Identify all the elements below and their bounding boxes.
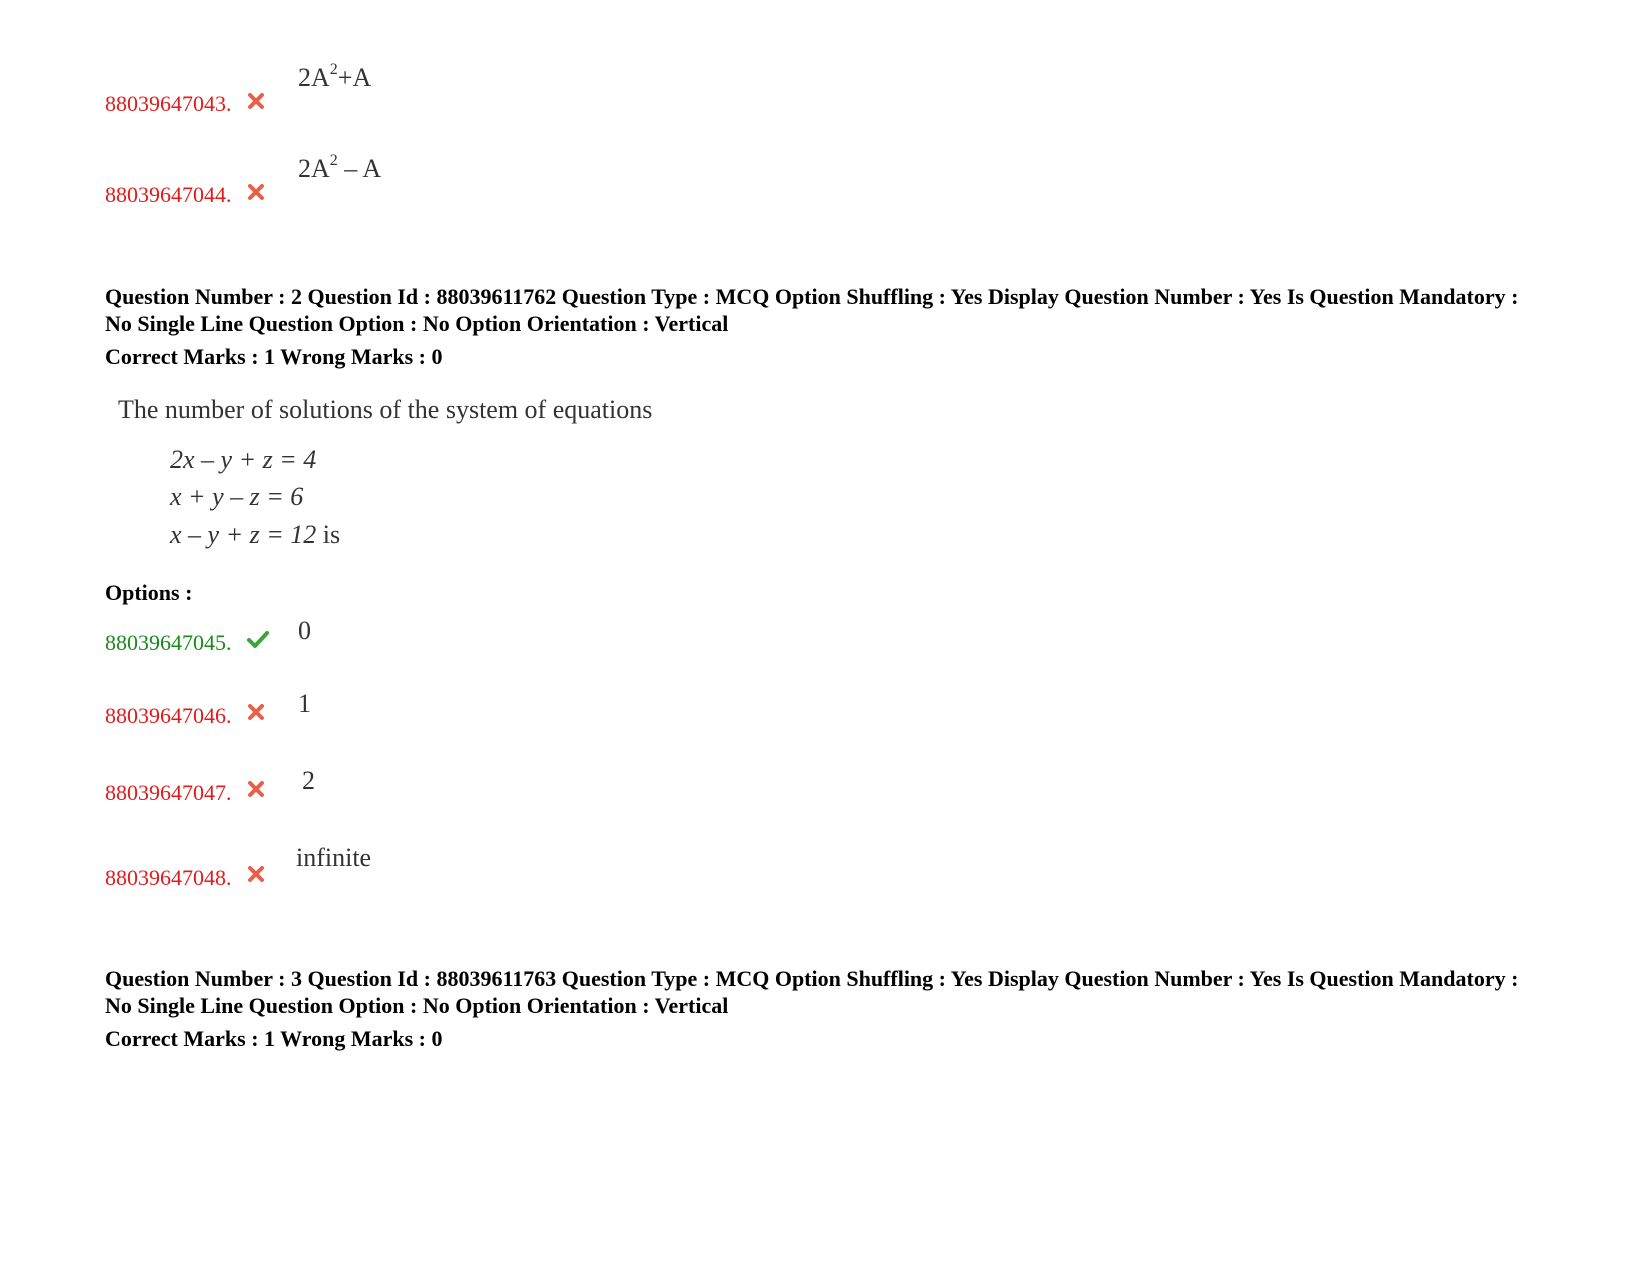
option-id: 88039647047. <box>105 780 232 805</box>
question-marks: Correct Marks : 1 Wrong Marks : 0 <box>105 1026 443 1051</box>
question-marks: Correct Marks : 1 Wrong Marks : 0 <box>105 344 443 369</box>
check-icon <box>247 630 269 648</box>
option-id: 88039647043. <box>105 91 232 116</box>
question-text: The number of solutions of the system of equations <box>118 395 653 424</box>
cross-icon <box>247 865 265 883</box>
equation: 2x – y + z = 4 <box>170 445 317 474</box>
equation: x – y + z = 12 is <box>170 520 341 549</box>
option-expression: $2A^2+A$ <box>298 61 372 92</box>
option-value: 2 <box>302 766 315 795</box>
cross-icon <box>247 183 265 201</box>
options-label: Options : <box>105 580 193 605</box>
question-meta: Question Number : 3 Question Id : 88039611763 Question Type : MCQ Option Shuffling : Yes Display Question Number : Yes Is Question Mandatory : No Single Line Question Option : No Option Orientation : Vertical <box>105 966 1519 1018</box>
option-id: 88039647046. <box>105 703 232 728</box>
option-value: infinite <box>296 843 372 872</box>
cross-icon <box>247 703 265 721</box>
equation: x + y – z = 6 <box>170 482 304 511</box>
option-value: 1 <box>298 689 311 718</box>
option-id: 88039647045. <box>105 630 232 655</box>
option-value: 0 <box>298 616 311 645</box>
option-id: 88039647044. <box>105 182 232 207</box>
cross-icon <box>247 780 265 798</box>
option-id: 88039647048. <box>105 865 232 890</box>
option-expression: $2A^2$ – A <box>298 152 382 183</box>
cross-icon <box>247 92 265 110</box>
question-meta: Question Number : 2 Question Id : 88039611762 Question Type : MCQ Option Shuffling : Yes Display Question Number : Yes Is Question Mandatory : No Single Line Question Option : No Option Orientation : Vertical <box>105 284 1519 336</box>
